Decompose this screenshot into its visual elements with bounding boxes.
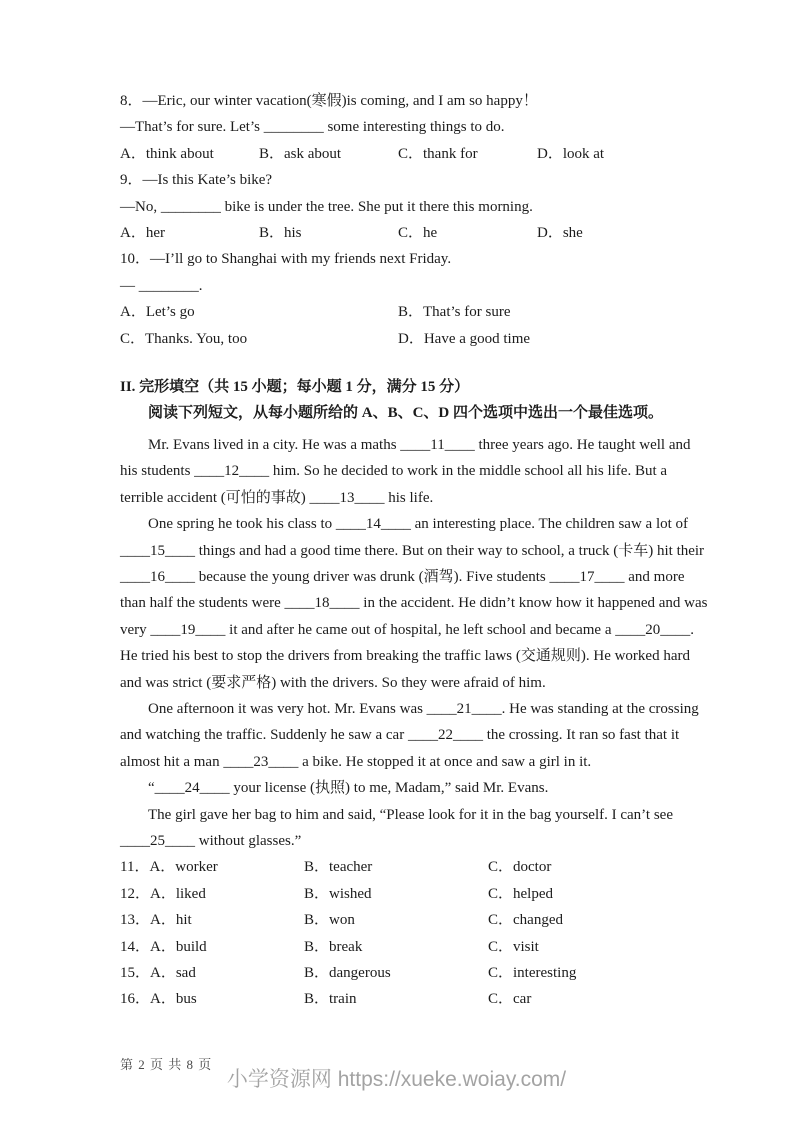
question-8-option-d: D．look at — [537, 145, 605, 162]
item-15-option-b: B．dangerous — [304, 965, 391, 981]
passage-line-9: He tried his best to stop the drivers from breaking the traffic laws (交通规则). He worked hard — [120, 648, 690, 665]
cloze-items — [120, 854, 680, 1012]
item-11-option-c: C．doctor — [488, 859, 552, 876]
question-10-options-row-1 — [120, 299, 680, 325]
question-10-option-b: B．That’s for sure — [398, 304, 511, 321]
cloze-item-12 — [120, 881, 680, 907]
item-14-option-b: B．break — [304, 938, 363, 955]
question-8-reply: —That’s for sure. Let’s ________ some interesting things to do. — [120, 119, 505, 136]
question-10-reply: — ________. — [120, 277, 203, 294]
question-10-options-row-2 — [120, 326, 680, 352]
question-9-option-d: D．she — [537, 225, 583, 242]
cloze-passage — [120, 432, 708, 855]
item-16-option-a: 16．A．bus — [120, 991, 197, 1008]
item-12-option-a: 12．A．liked — [120, 885, 206, 902]
passage-line-7: than half the students were ____18____ in the accident. He didn’t know how it happened and was — [120, 595, 708, 612]
question-10-stem: 10．—I’ll go to Shanghai with my friends next Friday. — [120, 251, 452, 268]
item-15-option-c: C．interesting — [488, 965, 577, 981]
item-14-option-c: C．visit — [488, 938, 539, 955]
question-9-option-a: A．her — [120, 225, 165, 242]
question-10-option-d: D．Have a good time — [398, 330, 531, 347]
question-9-option-b: B．his — [259, 225, 302, 242]
passage-line-1: Mr. Evans lived in a city. He was a maths ____11____ three years ago. He taught well and — [148, 436, 691, 453]
passage-line-4: One spring he took his class to ____14____ an interesting place. The children saw a lot of — [148, 516, 689, 533]
question-9-reply: —No, ________ bike is under the tree. She put it there this morning. — [120, 198, 533, 215]
passage-line-3: terrible accident (可怕的事故) ____13____ his life. — [120, 489, 434, 506]
passage-line-5: ____15____ things and had a good time there. But on their way to school, a truck (卡车) hit their — [120, 542, 705, 559]
item-11-option-b: B．teacher — [304, 859, 373, 876]
passage-line-11: One afternoon it was very hot. Mr. Evans was ____21____. He was standing at the crossing — [148, 700, 699, 717]
cloze-item-11 — [120, 854, 680, 880]
page-number-indicator: 第 2 页 共 8 页 — [120, 1057, 213, 1072]
item-12-option-c: C．helped — [488, 885, 553, 902]
item-14-option-a: 14．A．build — [120, 938, 207, 955]
item-13-option-a: 13．A．hit — [120, 912, 192, 929]
page-content — [120, 88, 708, 1013]
item-13-option-b: B．won — [304, 912, 355, 929]
question-8-stem: 8．—Eric, our winter vacation(寒假)is coming, and I am so happy！ — [120, 93, 538, 109]
question-9-stem: 9．—Is this Kate’s bike? — [120, 172, 273, 189]
item-16-option-c: C．car — [488, 991, 532, 1008]
cloze-item-14 — [120, 934, 680, 960]
question-8-option-a: A．think about — [120, 145, 214, 162]
cloze-item-16 — [120, 986, 680, 1012]
passage-line-13: almost hit a man ____23____ a bike. He stopped it at once and saw a girl in it. — [120, 753, 592, 770]
question-9-options — [120, 220, 680, 246]
question-9-option-c: C．he — [398, 225, 438, 242]
item-12-option-b: B．wished — [304, 885, 372, 902]
question-10-option-a: A．Let’s go — [120, 304, 195, 321]
question-8-option-c: C．thank for — [398, 145, 478, 162]
item-16-option-b: B．train — [304, 991, 357, 1008]
passage-line-8: very ____19____ it and after he came out of hospital, he left school and became a ____20____. — [120, 621, 694, 638]
cloze-instruction: 阅读下列短文，从每小题所给的 A、B、C、D 四个选项中选出一个最佳选项。 — [148, 405, 664, 422]
item-15-option-a: 15．A．sad — [120, 965, 196, 981]
cloze-item-15 — [120, 960, 680, 986]
item-11-option-a: 11．A．worker — [120, 859, 218, 876]
question-8-options — [120, 141, 680, 167]
passage-line-10: and was strict (要求严格) with the drivers. So they were afraid of him. — [120, 674, 546, 691]
question-8-option-b: B．ask about — [259, 145, 342, 162]
passage-line-16: ____25____ without glasses.” — [120, 832, 302, 849]
passage-line-6: ____16____ because the young driver was drunk (酒驾). Five students ____17____ and more — [120, 568, 685, 585]
cloze-section-title: II. 完形填空（共 15 小题；每小题 1 分，满分 15 分） — [120, 379, 470, 396]
passage-line-2: his students ____12____ him. So he decided to work in the middle school all his life. But a — [120, 463, 668, 480]
passage-line-15: The girl gave her bag to him and said, “Please look for it in the bag yourself. I can’t see — [148, 806, 673, 823]
cloze-item-13 — [120, 907, 680, 933]
passage-line-14: “____24____ your license (执照) to me, Madam,” said Mr. Evans. — [148, 780, 549, 797]
site-watermark: 小学资源网 https://xueke.woiay.com/ — [226, 1068, 567, 1091]
question-10-option-c: C．Thanks. You, too — [120, 330, 248, 347]
item-13-option-c: C．changed — [488, 912, 563, 929]
passage-line-12: and watching the traffic. Suddenly he saw a car ____22____ the crossing. It ran so fast that it — [120, 727, 680, 744]
